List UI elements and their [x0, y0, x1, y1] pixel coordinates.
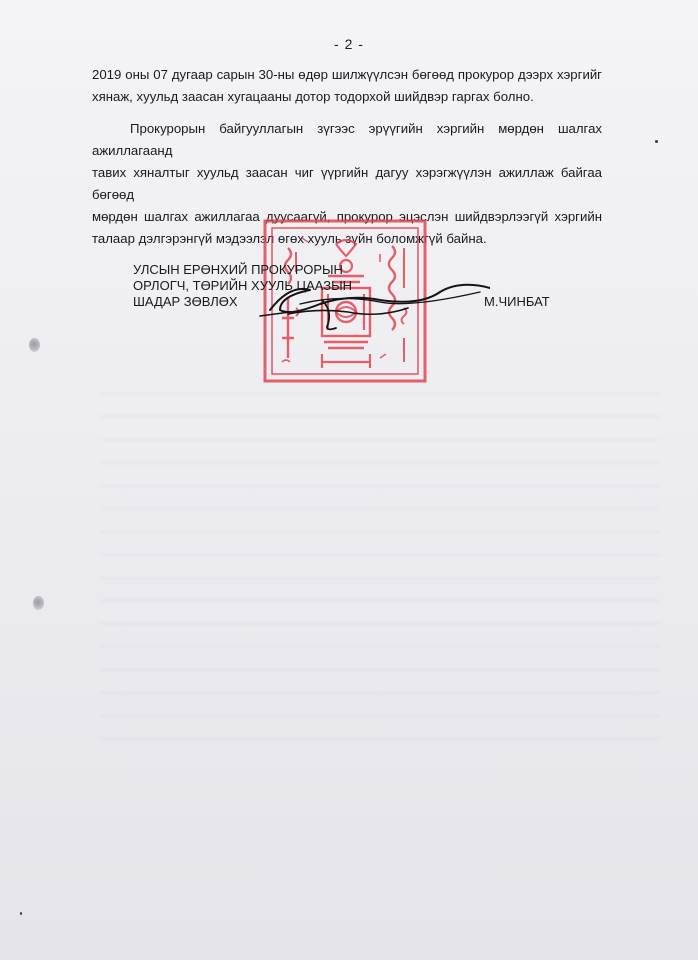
- handwritten-signature: [230, 270, 490, 345]
- punch-hole: [29, 338, 40, 352]
- paragraph-2-line: талаар дэлгэрэнгүй мэдээлэл өгөх хууль зүйн боломжгүй байна.: [92, 231, 487, 246]
- ink-speck: [655, 140, 658, 143]
- paragraph-1: [92, 64, 602, 108]
- signatory-title-line: ШАДАР ЗӨВЛӨХ: [133, 294, 238, 309]
- signatory-title-line: ОРЛОГЧ, ТӨРИЙН ХУУЛЬ ЦААЗЫН: [133, 278, 353, 293]
- page-number: - 2 -: [334, 36, 364, 52]
- paragraph-1-line: хянаж, хуульд заасан хугацааны дотор тодорхой шийдвэр гаргах болно.: [92, 89, 534, 104]
- paper-texture: [100, 380, 660, 760]
- punch-hole: [33, 596, 44, 610]
- ink-speck: [20, 912, 22, 915]
- signature-icon: [230, 270, 490, 340]
- paragraph-1-line: 2019 оны 07 дугаар сарын 30-ны өдөр шилжүүлсэн бөгөөд прокурор дээрх хэргийг: [92, 67, 602, 82]
- signatory-name: М.ЧИНБАТ: [484, 294, 550, 309]
- paragraph-2-line: мөрдөн шалгах ажиллагаа дуусаагүй, прокурор эцэслэн шийдвэрлээгүй хэргийн: [92, 209, 602, 224]
- paragraph-2-line: тавих хяналтыг хуульд заасан чиг үүргийн дагуу хэрэгжүүлэн ажиллаж байгаа бөгөөд: [92, 165, 602, 202]
- paragraph-2-line: Прокурорын байгууллагын зүгээс эрүүгийн хэргийн мөрдөн шалгах ажиллагаанд: [92, 121, 602, 158]
- signatory-title-line: УЛСЫН ЕРӨНХИЙ ПРОКУРОРЫН: [133, 262, 343, 277]
